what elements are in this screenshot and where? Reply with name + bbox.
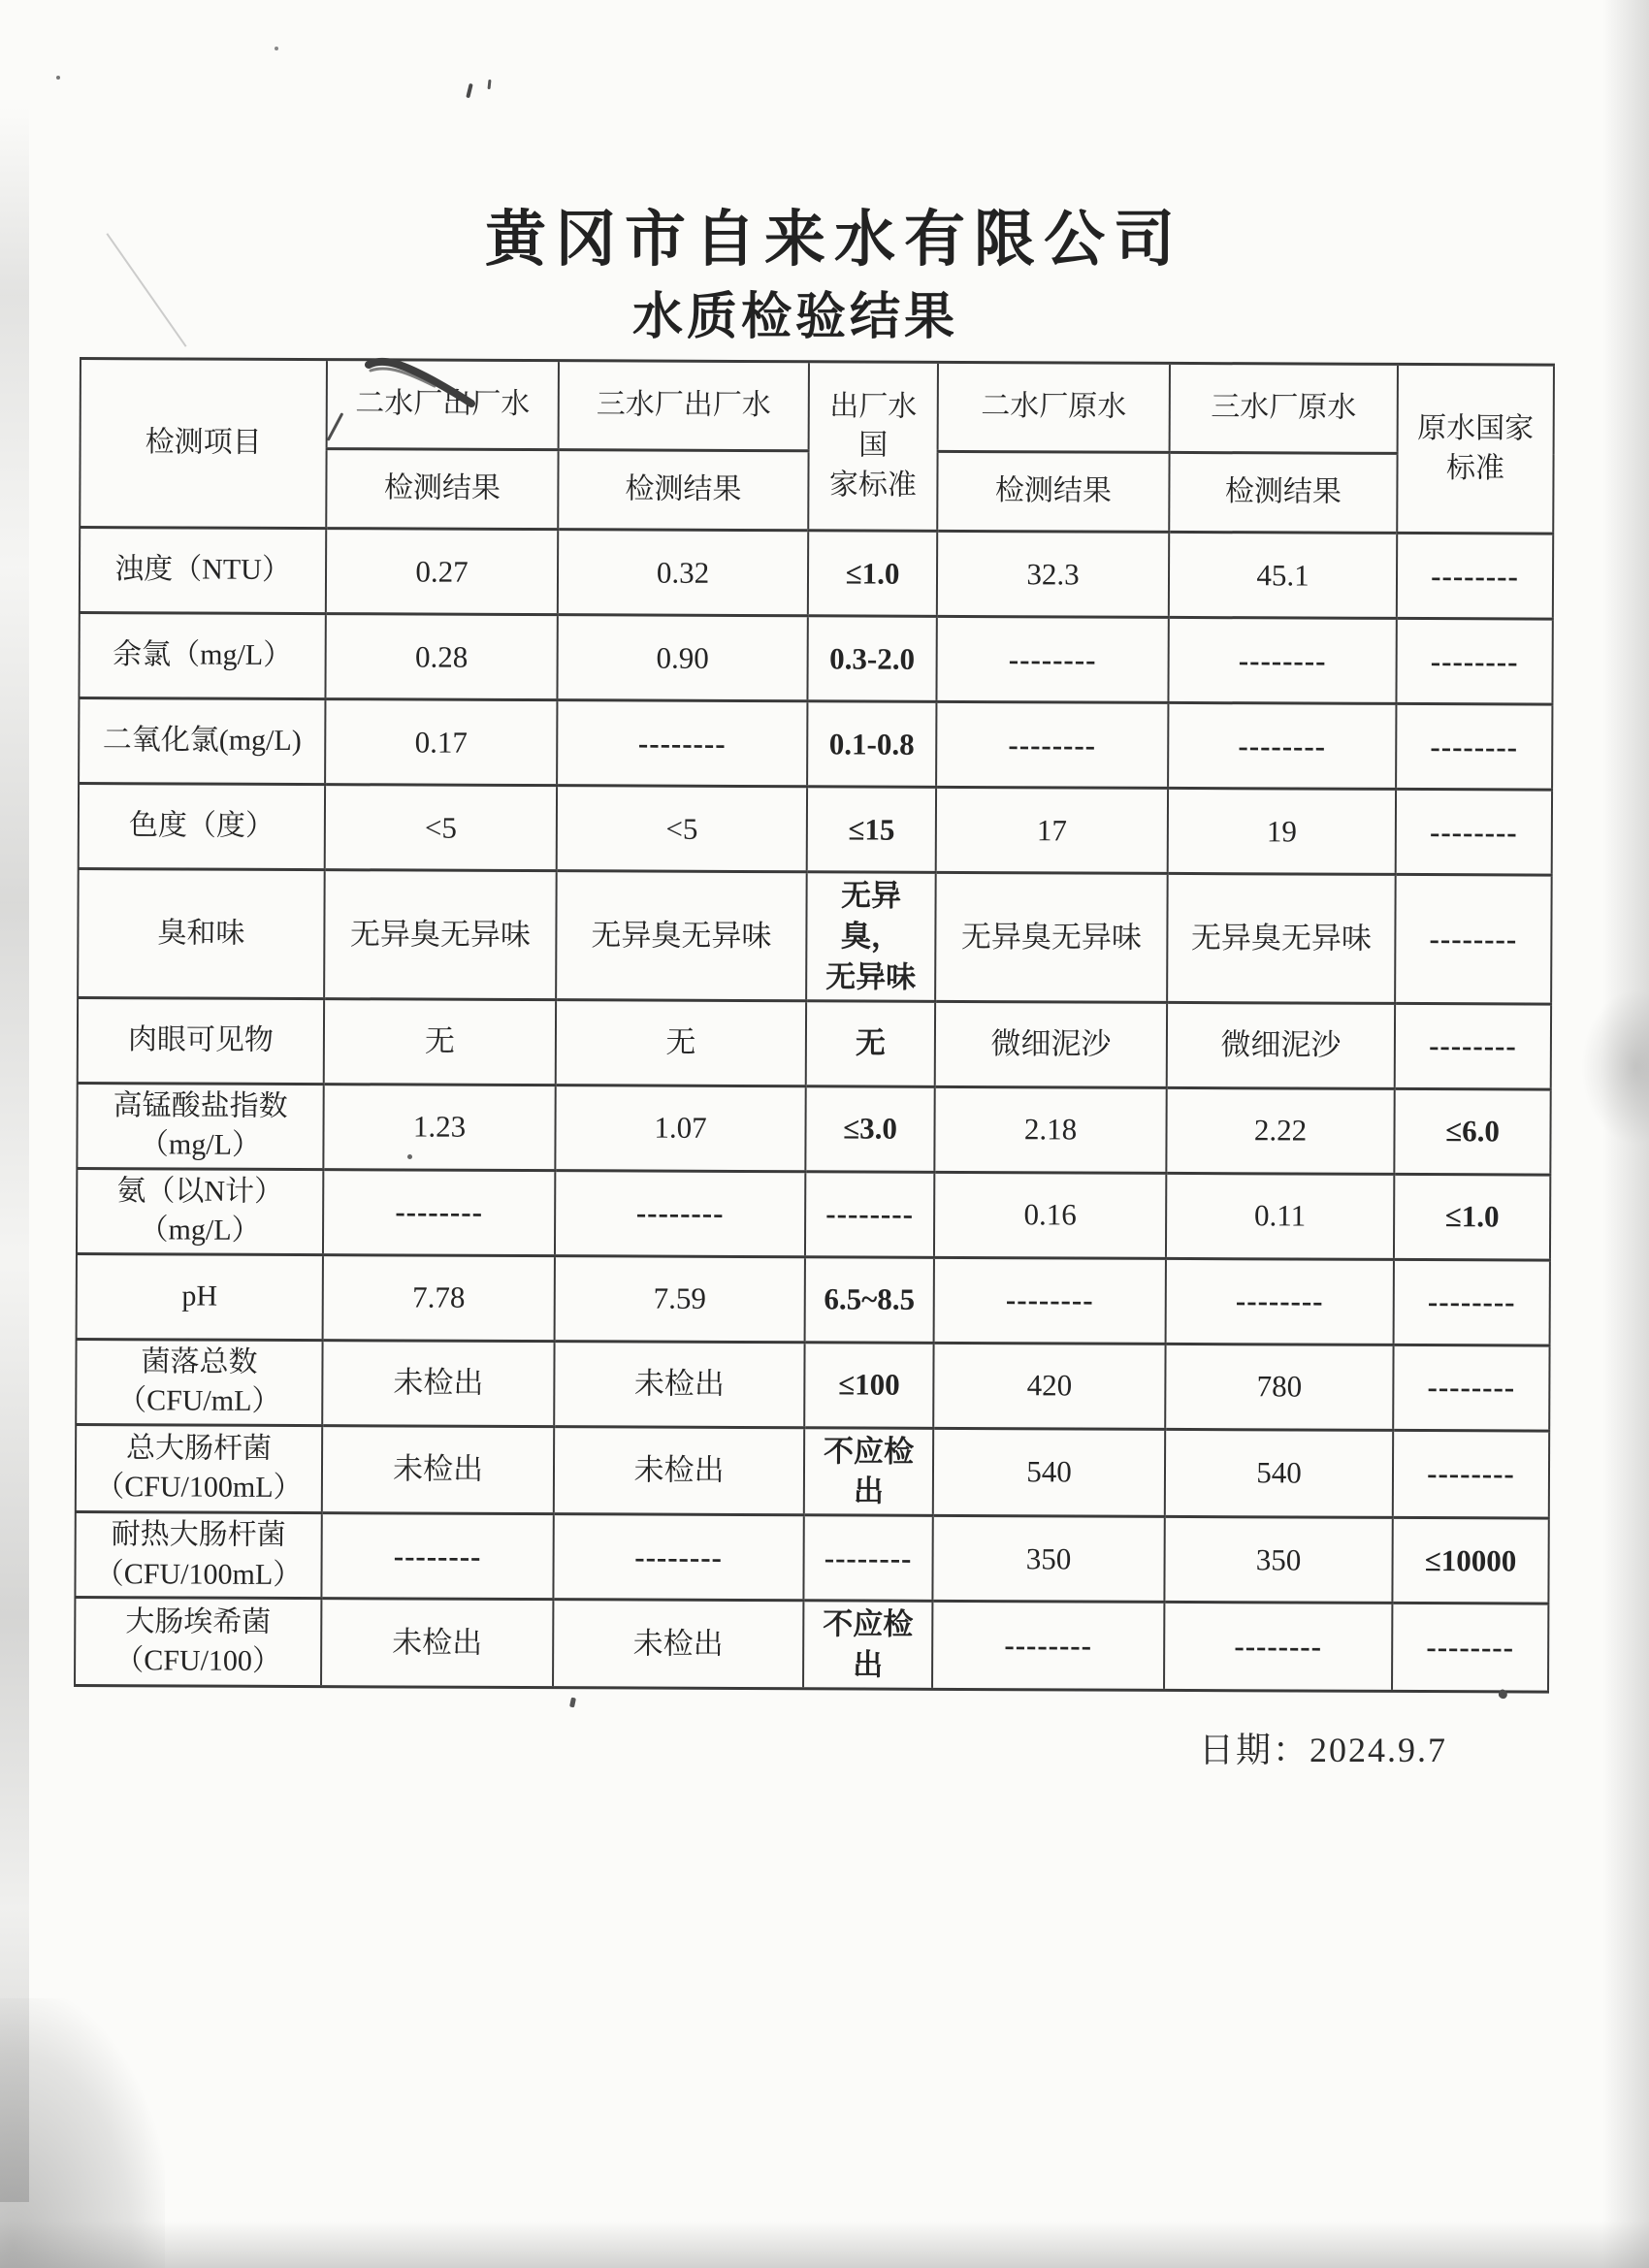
row-label: 总大肠杆菌 （CFU/100mL）	[76, 1424, 322, 1513]
table-row	[76, 1424, 1549, 1518]
pen-tick-mark	[466, 83, 473, 99]
table-cell: 未检出	[553, 1600, 803, 1689]
table-cell: 未检出	[554, 1426, 804, 1515]
table-cell: --------	[1168, 617, 1396, 703]
table-cell: 1.07	[555, 1085, 805, 1171]
table-cell: --------	[936, 701, 1168, 788]
scan-speck	[56, 76, 60, 80]
table-cell: 无异臭无异味	[324, 870, 557, 1000]
scan-smudge-corner	[0, 1998, 165, 2268]
col-subheader-result: 检测结果	[1169, 452, 1397, 533]
table-cell: 无	[324, 998, 556, 1085]
table-cell: 2.22	[1166, 1087, 1394, 1174]
table-cell: <5	[325, 785, 557, 871]
table-cell: 7.59	[555, 1255, 805, 1342]
table-row	[79, 613, 1552, 705]
table-row	[79, 698, 1552, 791]
table-cell: --------	[934, 1257, 1166, 1344]
table-cell: ≤6.0	[1394, 1088, 1550, 1175]
table-cell: 350	[1164, 1517, 1392, 1604]
table-cell: --------	[1395, 874, 1552, 1003]
table-cell: 17	[936, 787, 1168, 873]
col-header-plant3-raw: 三水厂原水	[1170, 363, 1398, 453]
table-cell: 无	[556, 999, 806, 1085]
col-header-std-out: 出厂水国 家标准	[808, 362, 938, 532]
table-row	[76, 1339, 1549, 1431]
table-cell: 19	[1168, 788, 1396, 874]
col-subheader-result: 检测结果	[937, 451, 1169, 532]
table-cell: --------	[1168, 702, 1396, 789]
table-cell: --------	[1166, 1258, 1394, 1345]
table-cell: --------	[555, 1170, 805, 1256]
scan-smudge-bottom	[0, 2221, 1649, 2268]
row-label: 大肠埃希菌 （CFU/100）	[75, 1598, 321, 1687]
table-cell: 45.1	[1169, 532, 1397, 618]
table-cell: 0.90	[557, 615, 807, 701]
table-cell: --------	[1396, 703, 1552, 790]
table-cell: 无	[806, 1000, 935, 1086]
table-cell: 未检出	[321, 1599, 553, 1688]
table-cell: 1.23	[323, 1084, 555, 1170]
table-cell: --------	[803, 1515, 932, 1602]
table-row	[75, 1598, 1548, 1692]
table-row	[75, 1512, 1548, 1604]
col-header-plant2-raw: 二水厂原水	[938, 362, 1170, 452]
table-cell: 未检出	[322, 1340, 554, 1426]
table-cell: 7.78	[323, 1254, 555, 1341]
table-cell: 350	[932, 1516, 1164, 1603]
report-date: 日期：2024.9.7	[1199, 1731, 1448, 1769]
water-quality-table	[74, 357, 1555, 1694]
table-cell: --------	[1395, 1003, 1551, 1089]
row-label: 二氧化氯(mg/L)	[79, 698, 325, 785]
row-label: 色度（度）	[79, 784, 325, 870]
table-cell: 0.28	[325, 614, 557, 700]
table-cell: 32.3	[937, 531, 1169, 617]
table-cell: --------	[1394, 1259, 1550, 1345]
table-cell: 0.17	[325, 699, 557, 786]
table-cell: 0.3-2.0	[807, 616, 936, 702]
company-title: 黄冈市自来水有限公司	[485, 206, 1183, 274]
table-cell: --------	[1396, 789, 1552, 875]
table-cell: 不应检出	[803, 1601, 932, 1689]
table-cell: --------	[321, 1513, 553, 1600]
table-row	[77, 1168, 1550, 1260]
row-label: pH	[77, 1253, 323, 1340]
table-cell: --------	[323, 1169, 555, 1255]
col-subheader-result: 检测结果	[326, 449, 558, 530]
row-label: 臭和味	[78, 868, 325, 998]
scan-smudge-blob	[1581, 989, 1649, 1145]
table-cell: --------	[936, 616, 1168, 702]
table-cell: 2.18	[934, 1086, 1166, 1173]
table-cell: 420	[933, 1343, 1165, 1429]
col-header-item: 检测项目	[80, 359, 327, 529]
table-cell: 540	[1165, 1429, 1393, 1518]
table-cell: --------	[1392, 1604, 1548, 1692]
table-cell: 780	[1165, 1344, 1393, 1430]
table-cell: 540	[933, 1428, 1165, 1517]
table-cell: 无异臭无异味	[1167, 873, 1396, 1003]
table-cell: <5	[557, 786, 807, 872]
table-cell: ≤1.0	[1394, 1174, 1550, 1260]
table-cell: --------	[932, 1602, 1164, 1691]
table-cell: 未检出	[554, 1341, 804, 1427]
col-header-std-raw: 原水国家 标准	[1397, 364, 1554, 534]
table-cell: ≤1.0	[808, 531, 937, 617]
table-cell: ≤3.0	[805, 1085, 934, 1172]
col-subheader-result: 检测结果	[558, 450, 808, 531]
row-label: 氨（以N计） （mg/L）	[77, 1168, 323, 1254]
row-label: 肉眼可见物	[78, 997, 324, 1084]
table-cell: --------	[1393, 1430, 1549, 1518]
table-cell: 微细泥沙	[1167, 1002, 1395, 1088]
table-cell: 未检出	[322, 1425, 554, 1514]
results-table-wrap	[74, 357, 1555, 1694]
row-label: 浊度（NTU）	[80, 528, 326, 614]
table-cell: --------	[557, 700, 807, 787]
table-cell: 0.27	[326, 529, 558, 615]
table-row	[78, 997, 1551, 1089]
table-row	[80, 528, 1553, 620]
table-row	[78, 868, 1552, 1003]
table-cell: 0.32	[558, 530, 808, 616]
table-cell: ≤100	[804, 1342, 933, 1428]
row-label: 菌落总数 （CFU/mL）	[76, 1339, 322, 1425]
table-cell: --------	[1393, 1345, 1549, 1431]
scan-speck	[275, 47, 278, 50]
table-row	[77, 1083, 1550, 1175]
table-cell: 无异臭无异味	[556, 871, 807, 1001]
table-cell: 0.1-0.8	[807, 701, 936, 788]
table-cell: 无异臭无异味	[935, 872, 1168, 1002]
scan-smudge-right	[1602, 0, 1649, 2268]
row-label: 高锰酸盐指数 （mg/L）	[77, 1083, 323, 1169]
table-cell: ≤15	[807, 787, 936, 873]
table-cell: 0.11	[1166, 1173, 1394, 1259]
row-label: 耐热大肠杆菌 （CFU/100mL）	[75, 1512, 321, 1599]
table-cell: 无异臭， 无异味	[806, 872, 936, 1001]
table-cell: --------	[1164, 1603, 1392, 1692]
table-cell: ≤10000	[1392, 1518, 1548, 1604]
pen-tick-mark	[487, 80, 491, 89]
scan-speck	[569, 1698, 576, 1708]
table-cell: 0.16	[934, 1172, 1166, 1258]
header-row-1	[81, 359, 1554, 455]
table-cell: 不应检出	[804, 1427, 933, 1515]
table-cell: --------	[1397, 533, 1553, 619]
table-row	[77, 1253, 1550, 1345]
table-cell: --------	[1396, 618, 1552, 704]
report-subtitle: 水质检验结果	[631, 289, 958, 345]
table-row	[79, 784, 1552, 876]
table-cell: 6.5~8.5	[805, 1256, 934, 1343]
col-header-plant3-out: 三水厂出厂水	[559, 361, 809, 451]
col-header-plant2-out: 二水厂出厂水	[327, 360, 559, 450]
row-label: 余氯（mg/L）	[79, 613, 325, 699]
scan-smudge-left	[0, 107, 29, 2202]
table-cell: --------	[805, 1171, 934, 1257]
table-cell: 微细泥沙	[935, 1001, 1167, 1087]
table-cell: --------	[553, 1514, 803, 1601]
